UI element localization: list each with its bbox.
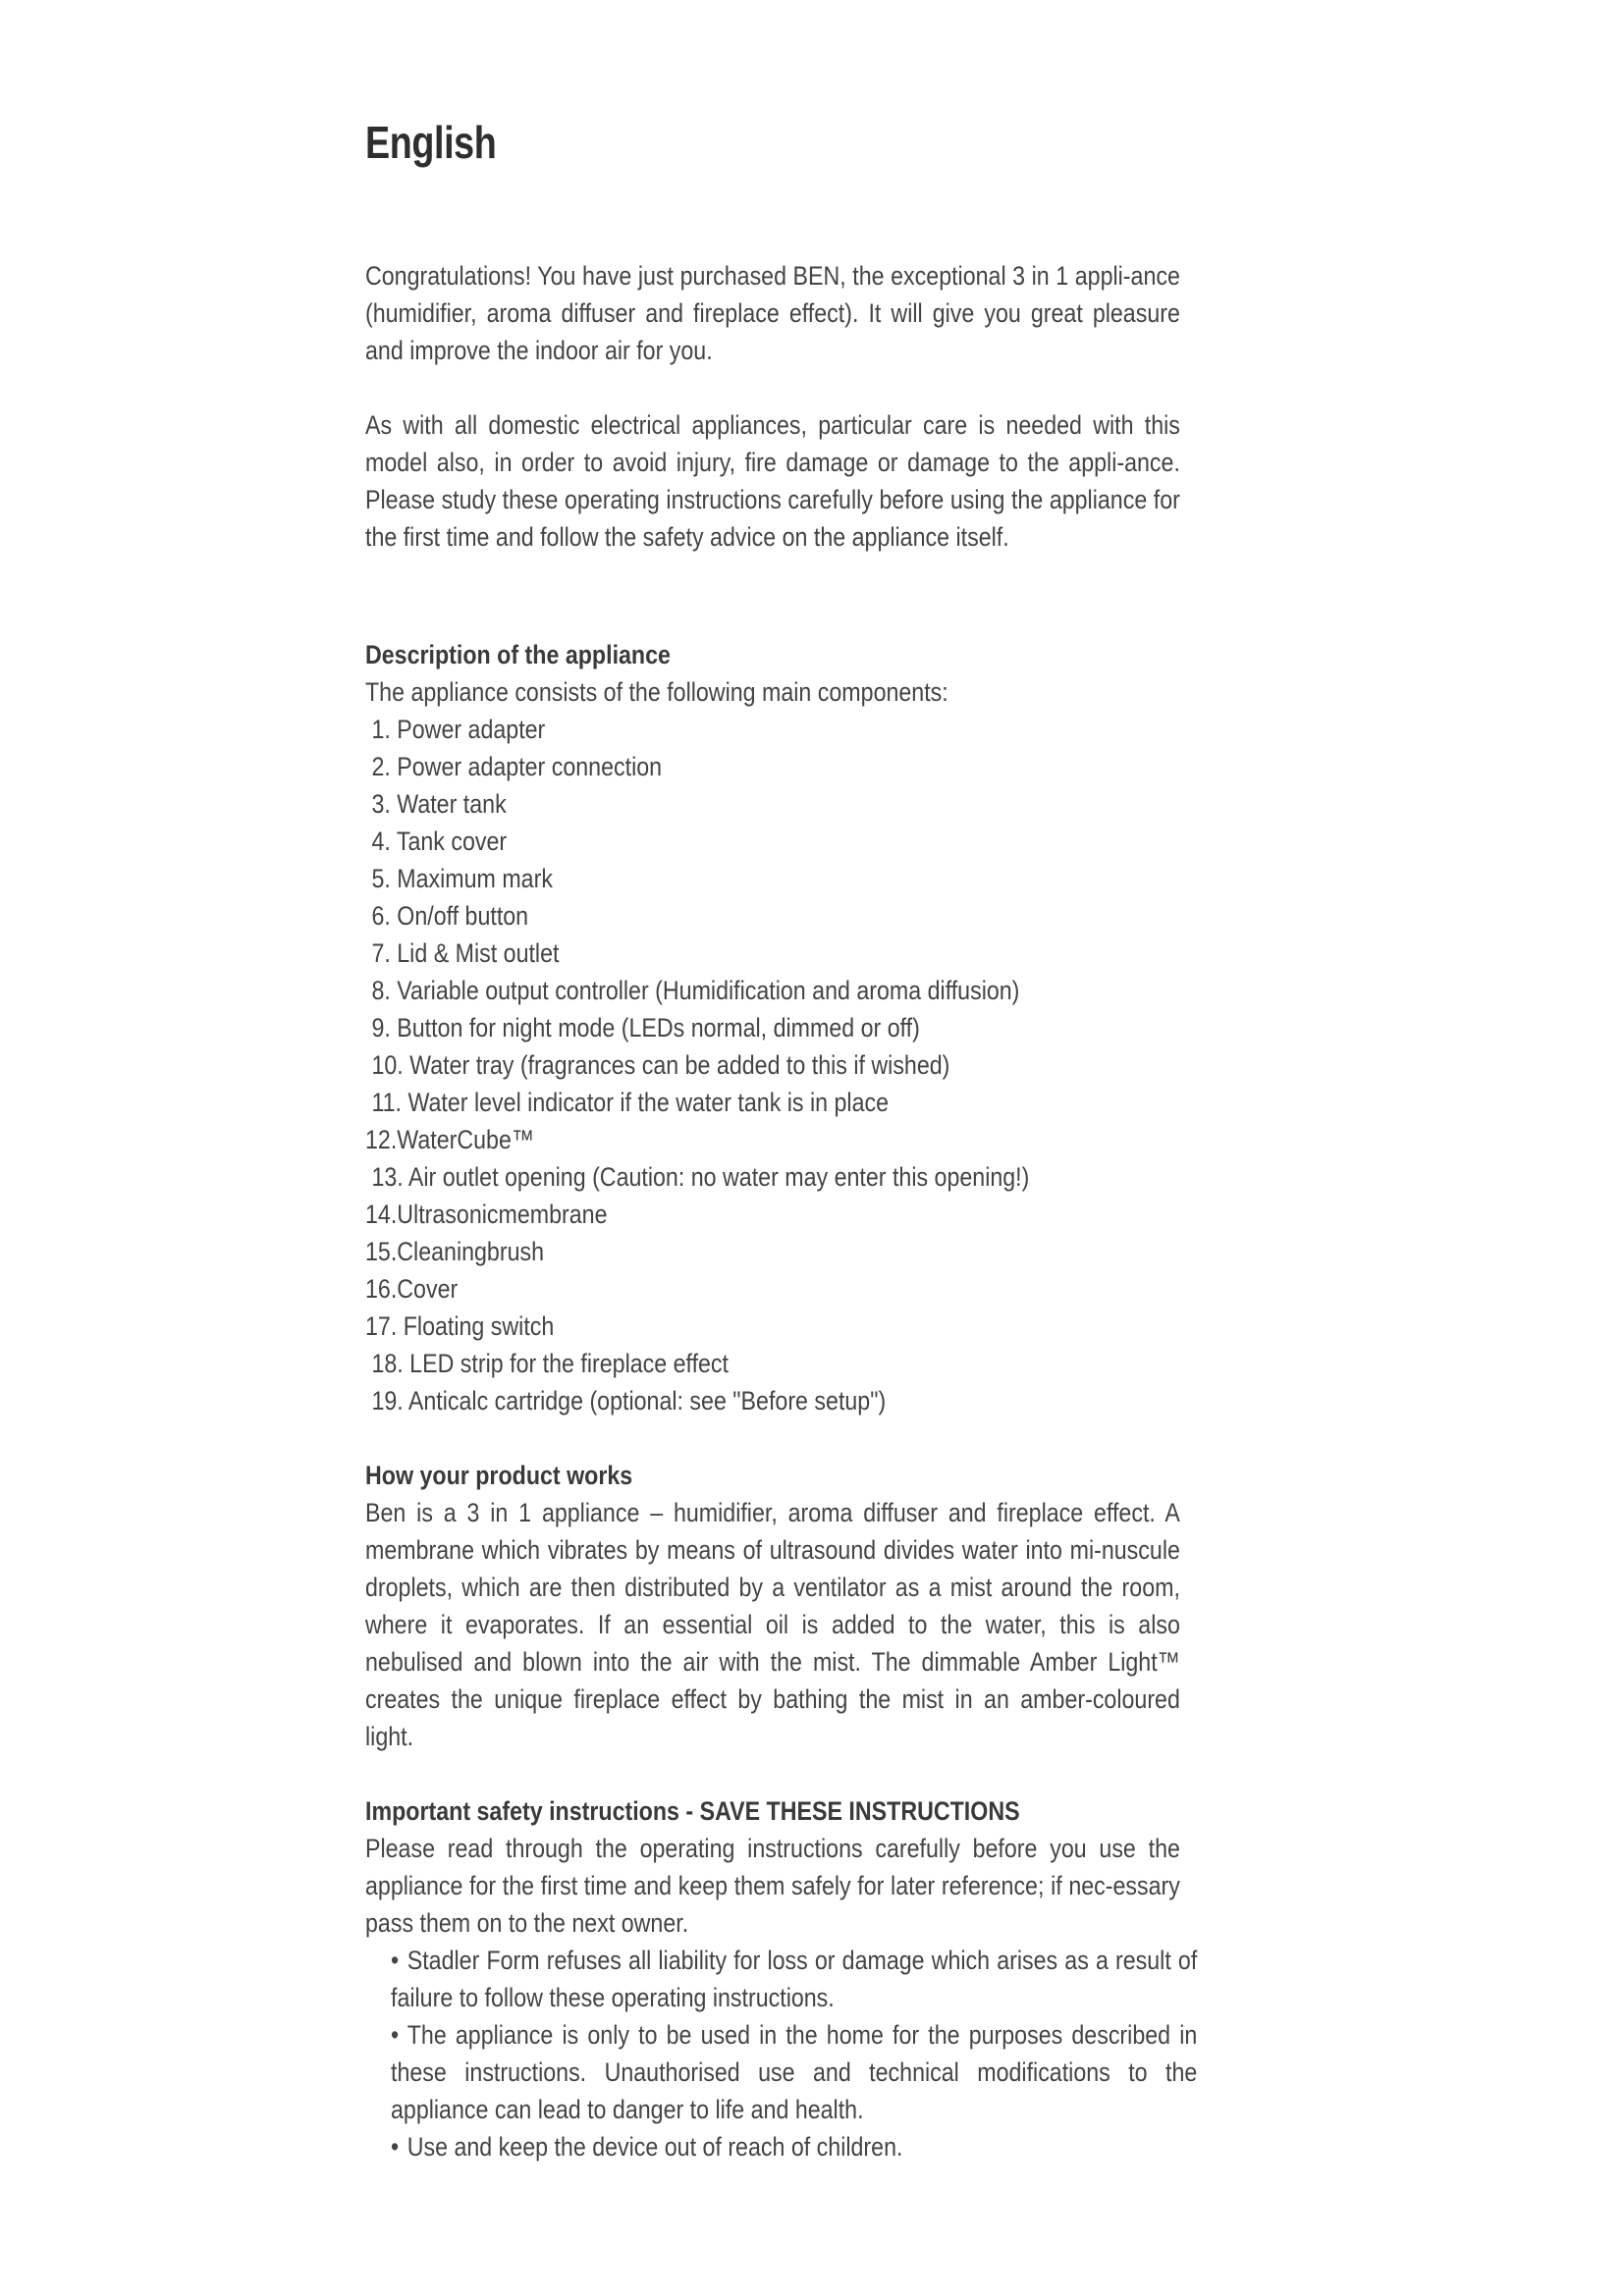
intro-paragraph-2 <box>365 406 1180 556</box>
component-list-item: 4. Tank cover <box>365 827 508 856</box>
how-it-works-heading: How your product works <box>365 1461 633 1490</box>
component-list-item: 8. Variable output controller (Humidification and aroma diffusion) <box>365 976 1020 1005</box>
description-lead: The appliance consists of the following main components: <box>365 677 948 707</box>
component-list-item: 15.Cleaningbrush <box>365 1237 545 1266</box>
component-list <box>365 711 1180 1419</box>
component-list-item: 17. Floating switch <box>365 1311 555 1341</box>
component-list-item: 16.Cover <box>365 1274 459 1304</box>
component-list-item: 19. Anticalc cartridge (optional: see "Before setup") <box>365 1386 887 1415</box>
component-list-item: 2. Power adapter connection <box>365 752 663 781</box>
description-heading: Description of the appliance <box>365 640 671 669</box>
description-section <box>365 636 1180 1419</box>
intro-text-1: Congratulations! You have just purchased BEN, the exceptional 3 in 1 appli-ance (humidifier, aroma diffuser and fireplace effect). It will give you great pleasure and improve the indoor air for you. <box>365 261 1180 365</box>
intro-paragraph-1 <box>365 257 1180 369</box>
how-it-works-text: Ben is a 3 in 1 appliance – humidifier, aroma diffuser and fireplace effect. A membrane which vibrates by means of ultrasound divides water into mi-nuscule droplets, which are then distributed by a ventilator as a mist around the room, where it evaporates. If an essential oil is added to the water, this is also nebulised and blown into the air with the mist. The dimmable Amber Light™ creates the unique fireplace effect by bathing the mist in an amber-coloured light. <box>365 1498 1180 1751</box>
component-list-item: 18. LED strip for the fireplace effect <box>365 1349 730 1378</box>
component-list-item: 5. Maximum mark <box>365 864 553 893</box>
safety-bullet-item: • The appliance is only to be used in the home for the purposes described in these instructions. Unauthorised use and technical modifications to the appliance can lead to danger to life and health. <box>391 2016 1197 2128</box>
component-list-item: 1. Power adapter <box>365 715 546 744</box>
page-title: English <box>365 117 497 168</box>
component-list-item: 3. Water tank <box>365 789 507 819</box>
safety-bullet-item: • Use and keep the device out of reach of children. <box>391 2128 1197 2165</box>
how-it-works-section <box>365 1457 1180 1755</box>
safety-lead: Please read through the operating instructions carefully before you use the appliance for the first time and keep them safely for later reference; if nec-essary pass them on to the next owner. <box>365 1834 1180 1938</box>
component-list-item: 6. On/off button <box>365 901 529 931</box>
component-list-item: 9. Button for night mode (LEDs normal, dimmed or off) <box>365 1013 920 1042</box>
component-list-item: 13. Air outlet opening (Caution: no water may enter this opening!) <box>365 1162 1030 1192</box>
safety-heading: Important safety instructions - SAVE THESE INSTRUCTIONS <box>365 1796 1020 1826</box>
component-list-item: 14.Ultrasonicmembrane <box>365 1200 608 1229</box>
intro-text-2: As with all domestic electrical appliances, particular care is needed with this model also, in order to avoid injury, fire damage or damage to the appli-ance. Please study these operating instructions carefully before using the appliance for the first time and follow the safety advice on the appliance itself. <box>365 410 1180 552</box>
safety-bullet-item: • Stadler Form refuses all liability for loss or damage which arises as a result of failure to follow these operating instructions. <box>391 1942 1197 2016</box>
safety-bullets <box>365 1942 1198 2165</box>
component-list-item: 7. Lid & Mist outlet <box>365 938 560 968</box>
component-list-item: 11. Water level indicator if the water tank is in place <box>365 1088 890 1117</box>
component-list-item: 10. Water tray (fragrances can be added to this if wished) <box>365 1050 950 1080</box>
component-list-item: 12.WaterCube™ <box>365 1125 535 1154</box>
safety-section <box>365 1792 1198 2165</box>
